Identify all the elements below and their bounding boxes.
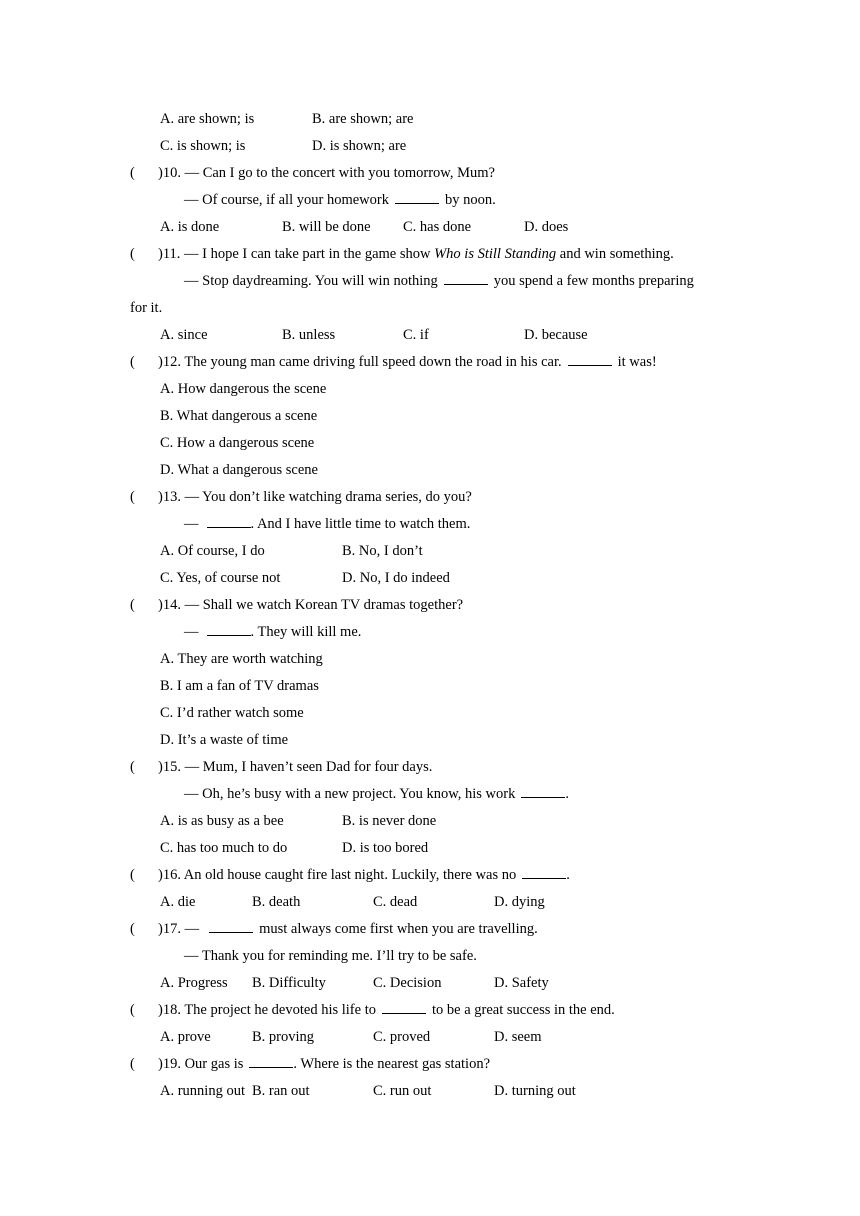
q14-question: )14. — Shall we watch Korean TV dramas together? (158, 597, 464, 613)
q16-option-c: C. dead (373, 894, 418, 910)
q13-paren: ( (130, 489, 135, 505)
q11-option-c: C. if (403, 327, 429, 343)
q19-blank[interactable] (249, 1055, 293, 1068)
q17-paren: ( (130, 921, 135, 937)
q16-paren: ( (130, 867, 135, 883)
q15-answer-line (184, 785, 569, 803)
q19-question-post: . Where is the nearest gas station? (293, 1056, 491, 1072)
q18-question-pre: )18. The project he devoted his life to (158, 1002, 376, 1018)
q12-option-c: C. How a dangerous scene (160, 435, 315, 451)
q10-answer-post: by noon. (444, 192, 496, 208)
q13-answer-line (184, 515, 470, 533)
q16-blank[interactable] (522, 866, 566, 879)
q18-paren: ( (130, 1002, 135, 1018)
q17-option-a: A. Progress (160, 975, 228, 991)
q14-option-c: C. I’d rather watch some (160, 705, 304, 721)
q12-question-post: it was! (617, 354, 657, 370)
q11-paren: ( (130, 246, 135, 262)
q15-paren: ( (130, 759, 135, 775)
q19-option-b: B. ran out (252, 1083, 310, 1099)
q11-answer-pre: — Stop daydreaming. You will win nothing (184, 273, 438, 289)
q13-answer-post: . And I have little time to watch them. (250, 516, 471, 532)
q12-option-a: A. How dangerous the scene (160, 381, 327, 397)
q10-option-c: C. has done (403, 219, 472, 235)
q16-option-b: B. death (252, 894, 301, 910)
q16-question-post: . (566, 867, 570, 883)
q13-blank[interactable] (207, 515, 251, 528)
q14-option-a: A. They are worth watching (160, 651, 323, 667)
q14-answer-pre: — (184, 624, 199, 640)
q11-option-d: D. because (524, 327, 588, 343)
q17-option-d: D. Safety (494, 975, 549, 991)
q10-blank[interactable] (395, 191, 439, 204)
q14-paren: ( (130, 597, 135, 613)
q12-option-b: B. What dangerous a scene (160, 408, 318, 424)
q18-option-b: B. proving (252, 1029, 315, 1045)
q14-blank[interactable] (207, 623, 251, 636)
q15-option-d: D. is too bored (342, 840, 429, 856)
q17-option-b: B. Difficulty (252, 975, 326, 991)
q12-question-pre: )12. The young man came driving full speed down the road in his car. (158, 354, 562, 370)
q15-answer-pre: — Oh, he’s busy with a new project. You know, his work (184, 786, 516, 802)
q19-question (158, 1055, 490, 1073)
q11-question-pre: )11. — I hope I can take part in the game show (158, 246, 435, 262)
q13-option-d: D. No, I do indeed (342, 570, 450, 586)
q17-blank[interactable] (209, 920, 253, 933)
q13-option-b: B. No, I don’t (342, 543, 423, 559)
q12-option-d: D. What a dangerous scene (160, 462, 318, 478)
q9-option-a: A. are shown; is (160, 111, 255, 127)
q13-question: )13. — You don’t like watching drama series, do you? (158, 489, 472, 505)
q12-question (158, 353, 657, 371)
q12-paren: ( (130, 354, 135, 370)
q15-option-b: B. is never done (342, 813, 437, 829)
q11-answer-post: you spend a few months preparing (493, 273, 694, 289)
q13-option-a: A. Of course, I do (160, 543, 265, 559)
q14-answer-post: . They will kill me. (250, 624, 362, 640)
q19-paren: ( (130, 1056, 135, 1072)
q10-answer-pre: — Of course, if all your homework (184, 192, 389, 208)
q18-question-post: to be a great success in the end. (431, 1002, 615, 1018)
q10-question: )10. — Can I go to the concert with you tomorrow, Mum? (158, 165, 495, 181)
q9-option-c: C. is shown; is (160, 138, 246, 154)
q11-blank[interactable] (444, 272, 488, 285)
q11-line3: for it. (130, 300, 163, 316)
q11-option-a: A. since (160, 327, 208, 343)
q17-response: — Thank you for reminding me. I’ll try to be safe. (184, 948, 477, 964)
q19-option-d: D. turning out (494, 1083, 576, 1099)
q17-option-c: C. Decision (373, 975, 442, 991)
q10-answer-line (184, 191, 496, 209)
q18-option-d: D. seem (494, 1029, 542, 1045)
q17-question-pre: )17. — (158, 921, 200, 937)
q10-paren: ( (130, 165, 135, 181)
q16-question (158, 866, 570, 884)
q16-option-d: D. dying (494, 894, 545, 910)
q13-option-c: C. Yes, of course not (160, 570, 281, 586)
q16-question-pre: )16. An old house caught fire last night. Luckily, there was no (158, 867, 517, 883)
q15-answer-post: . (565, 786, 569, 802)
q11-show-title: Who is Still Standing (434, 246, 557, 262)
q17-question-post: must always come first when you are travelling. (259, 921, 538, 937)
q19-option-c: C. run out (373, 1083, 432, 1099)
q15-option-c: C. has too much to do (160, 840, 288, 856)
q18-option-c: C. proved (373, 1029, 431, 1045)
q18-question (158, 1001, 615, 1019)
q10-option-d: D. does (524, 219, 569, 235)
q11-question-post: and win something. (556, 246, 674, 262)
q15-question: )15. — Mum, I haven’t seen Dad for four days. (158, 759, 433, 775)
q9-option-b: B. are shown; are (312, 111, 414, 127)
q10-option-a: A. is done (160, 219, 220, 235)
q16-option-a: A. die (160, 894, 196, 910)
q11-answer-line (184, 272, 694, 290)
q11-question (158, 245, 674, 263)
q18-blank[interactable] (382, 1001, 426, 1014)
q19-option-a: A. running out (160, 1083, 245, 1099)
q14-option-b: B. I am a fan of TV dramas (160, 678, 319, 694)
q9-option-d: D. is shown; are (312, 138, 407, 154)
q12-blank[interactable] (568, 353, 612, 366)
q18-option-a: A. prove (160, 1029, 211, 1045)
q11-option-b: B. unless (282, 327, 336, 343)
q14-option-d: D. It’s a waste of time (160, 732, 289, 748)
q17-question (158, 920, 538, 938)
q15-blank[interactable] (521, 785, 565, 798)
q19-question-pre: )19. Our gas is (158, 1056, 244, 1072)
q13-answer-pre: — (184, 516, 199, 532)
q14-answer-line (184, 623, 361, 641)
q10-option-b: B. will be done (282, 219, 371, 235)
q15-option-a: A. is as busy as a bee (160, 813, 284, 829)
